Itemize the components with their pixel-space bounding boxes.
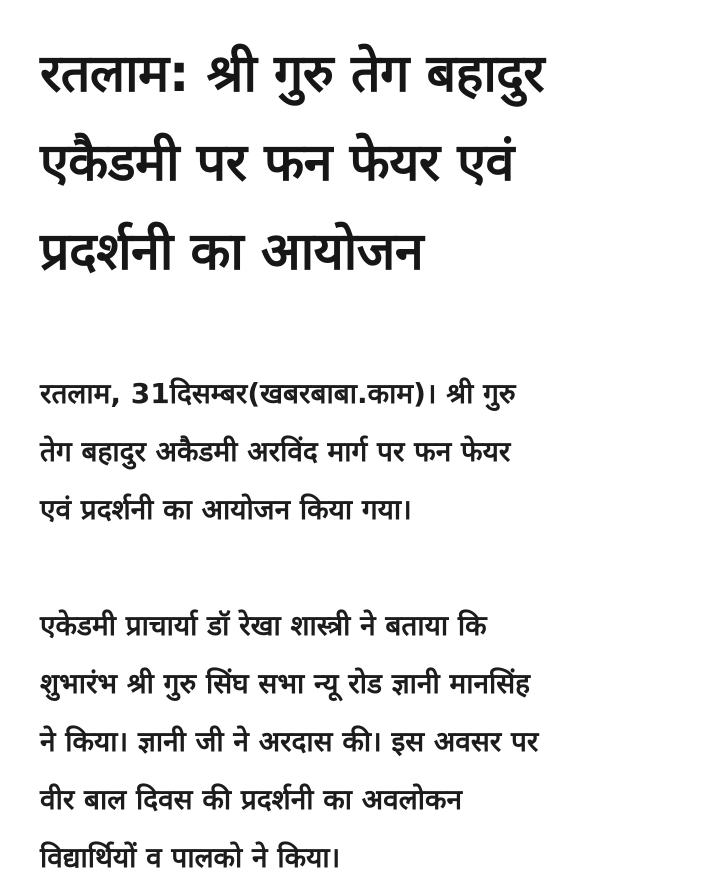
article-body bbox=[40, 365, 680, 883]
headline-line: रतलाम: श्री गुरु तेग बहादुर bbox=[40, 44, 545, 104]
paragraph-line: तेग बहादुर अकैडमी अरविंद मार्ग पर फन फेयर bbox=[40, 435, 511, 468]
paragraph-line: वीर बाल दिवस की प्रदर्शनी का अवलोकन bbox=[40, 783, 462, 816]
paragraph-line: एकेडमी प्राचार्या डॉ रेखा शास्त्री ने बताया कि bbox=[40, 609, 487, 642]
paragraph-line: रतलाम, 31दिसम्बर(खबरबाबा.काम)। श्री गुरु bbox=[40, 377, 516, 410]
headline-line: एकैडमी पर फन फेयर एवं bbox=[40, 133, 514, 193]
article-paragraph bbox=[40, 597, 680, 883]
paragraph-line: विद्यार्थियों व पालको ने किया। bbox=[40, 841, 341, 874]
headline-line: प्रदर्शनी का आयोजन bbox=[40, 222, 424, 282]
paragraph-line: शुभारंभ श्री गुरु सिंघ सभा न्यू रोड ज्ञानी मानसिंह bbox=[40, 667, 531, 700]
paragraph-line: एवं प्रदर्शनी का आयोजन किया गया। bbox=[40, 493, 412, 526]
article-paragraph bbox=[40, 365, 680, 539]
article-headline bbox=[40, 30, 680, 297]
paragraph-line: ने किया। ज्ञानी जी ने अरदास की। इस अवसर पर bbox=[40, 725, 539, 758]
